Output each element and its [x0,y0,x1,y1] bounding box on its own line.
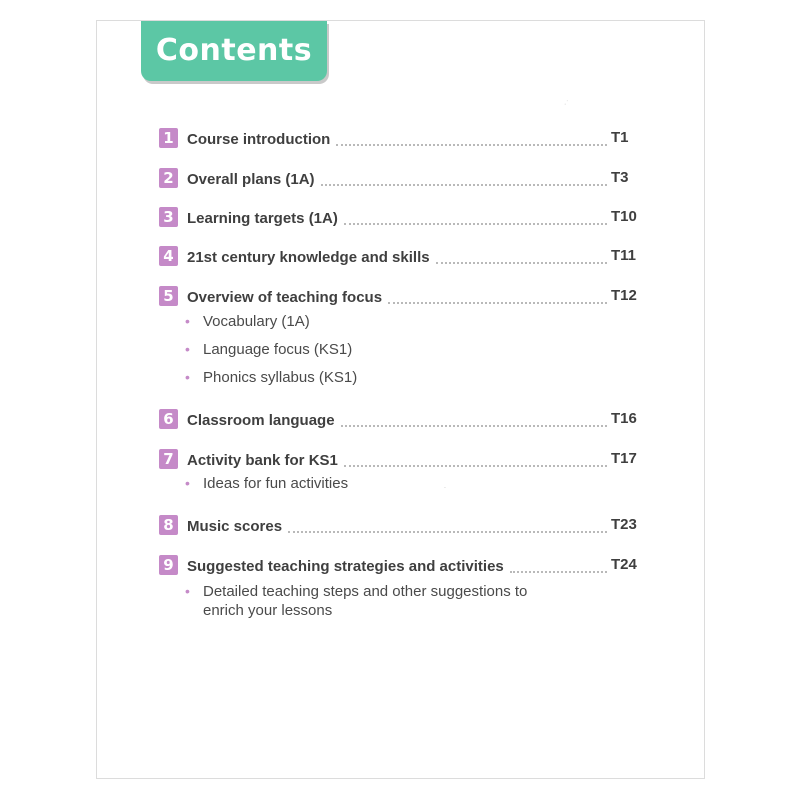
toc-entry-6[interactable] [159,409,639,431]
toc-entry-label: Activity bank for KS1 [187,452,338,469]
dot-leader [336,144,607,146]
toc-entry-2[interactable] [159,168,639,190]
toc-entry-8[interactable] [159,515,639,537]
toc-subitem-label: Language focus (KS1) [203,341,353,358]
toc-subitem-label: Vocabulary (1A) [203,313,310,330]
toc-entry-7[interactable] [159,449,639,471]
section-number-badge: 7 [159,449,178,469]
bullet-dot-icon: • [185,369,190,385]
toc-row [187,555,607,577]
section-number-badge: 3 [159,207,178,227]
dot-leader [344,465,607,467]
section-number-badge: 2 [159,168,178,188]
toc-subitem-label: Ideas for fun activities [203,475,349,492]
dot-leader [436,262,607,264]
bullet-dot-icon: • [185,475,190,491]
toc-row [187,128,607,150]
dot-leader [321,184,607,186]
toc-page-number: T16 [611,410,637,427]
bullet-dot-icon: • [185,341,190,357]
toc-subitem-label: Phonics syllabus (KS1) [203,369,358,386]
section-number-badge: 4 [159,246,178,266]
toc-entry-label: Classroom language [187,412,335,429]
page-title: Contents [155,33,313,68]
toc-page-number: T12 [611,287,637,304]
toc-entry-5[interactable] [159,286,639,308]
toc-entry-label: Suggested teaching strategies and activities [187,558,504,575]
toc-row [187,168,607,190]
toc-entry-4[interactable] [159,246,639,268]
scan-speck: . [444,483,446,490]
toc-page-number: T3 [611,169,629,186]
toc-row [187,449,607,471]
toc-entry-label: Overview of teaching focus [187,289,383,306]
toc-page-number: T23 [611,516,637,533]
toc-page-number: T10 [611,208,637,225]
toc-subitem-label: Detailed teaching steps and other suggestions to enrich your lessons [203,583,528,619]
bullet-dot-icon: • [185,583,190,599]
toc-entry-label: Music scores [187,518,283,535]
dot-leader [341,425,607,427]
dot-leader [288,531,607,533]
toc-row [187,409,607,431]
section-number-badge: 5 [159,286,178,306]
toc-entry-3[interactable] [159,207,639,229]
toc-entry-label: 21st century knowledge and skills [187,249,430,266]
toc-page-number: T1 [611,129,629,146]
toc-row [187,207,607,229]
toc-page-number: T11 [611,247,637,264]
toc-entry-1[interactable] [159,128,639,150]
toc-row [187,246,607,268]
toc-entry-label: Learning targets (1A) [187,210,338,227]
dot-leader [388,302,607,304]
section-number-badge: 6 [159,409,178,429]
toc-entry-label: Overall plans (1A) [187,171,315,188]
bullet-dot-icon: • [185,313,190,329]
dot-leader [344,223,607,225]
section-number-badge: 8 [159,515,178,535]
scan-speck: ·˙ [564,101,569,108]
toc-page-number: T17 [611,450,637,467]
dot-leader [510,571,607,573]
toc-entry-label: Course introduction [187,131,331,148]
toc-row [187,515,607,537]
section-number-badge: 9 [159,555,178,575]
contents-title-tab [141,21,327,81]
toc-entry-9[interactable] [159,555,639,577]
contents-page [96,20,705,779]
section-number-badge: 1 [159,128,178,148]
toc-page-number: T24 [611,556,637,573]
toc-row [187,286,607,308]
